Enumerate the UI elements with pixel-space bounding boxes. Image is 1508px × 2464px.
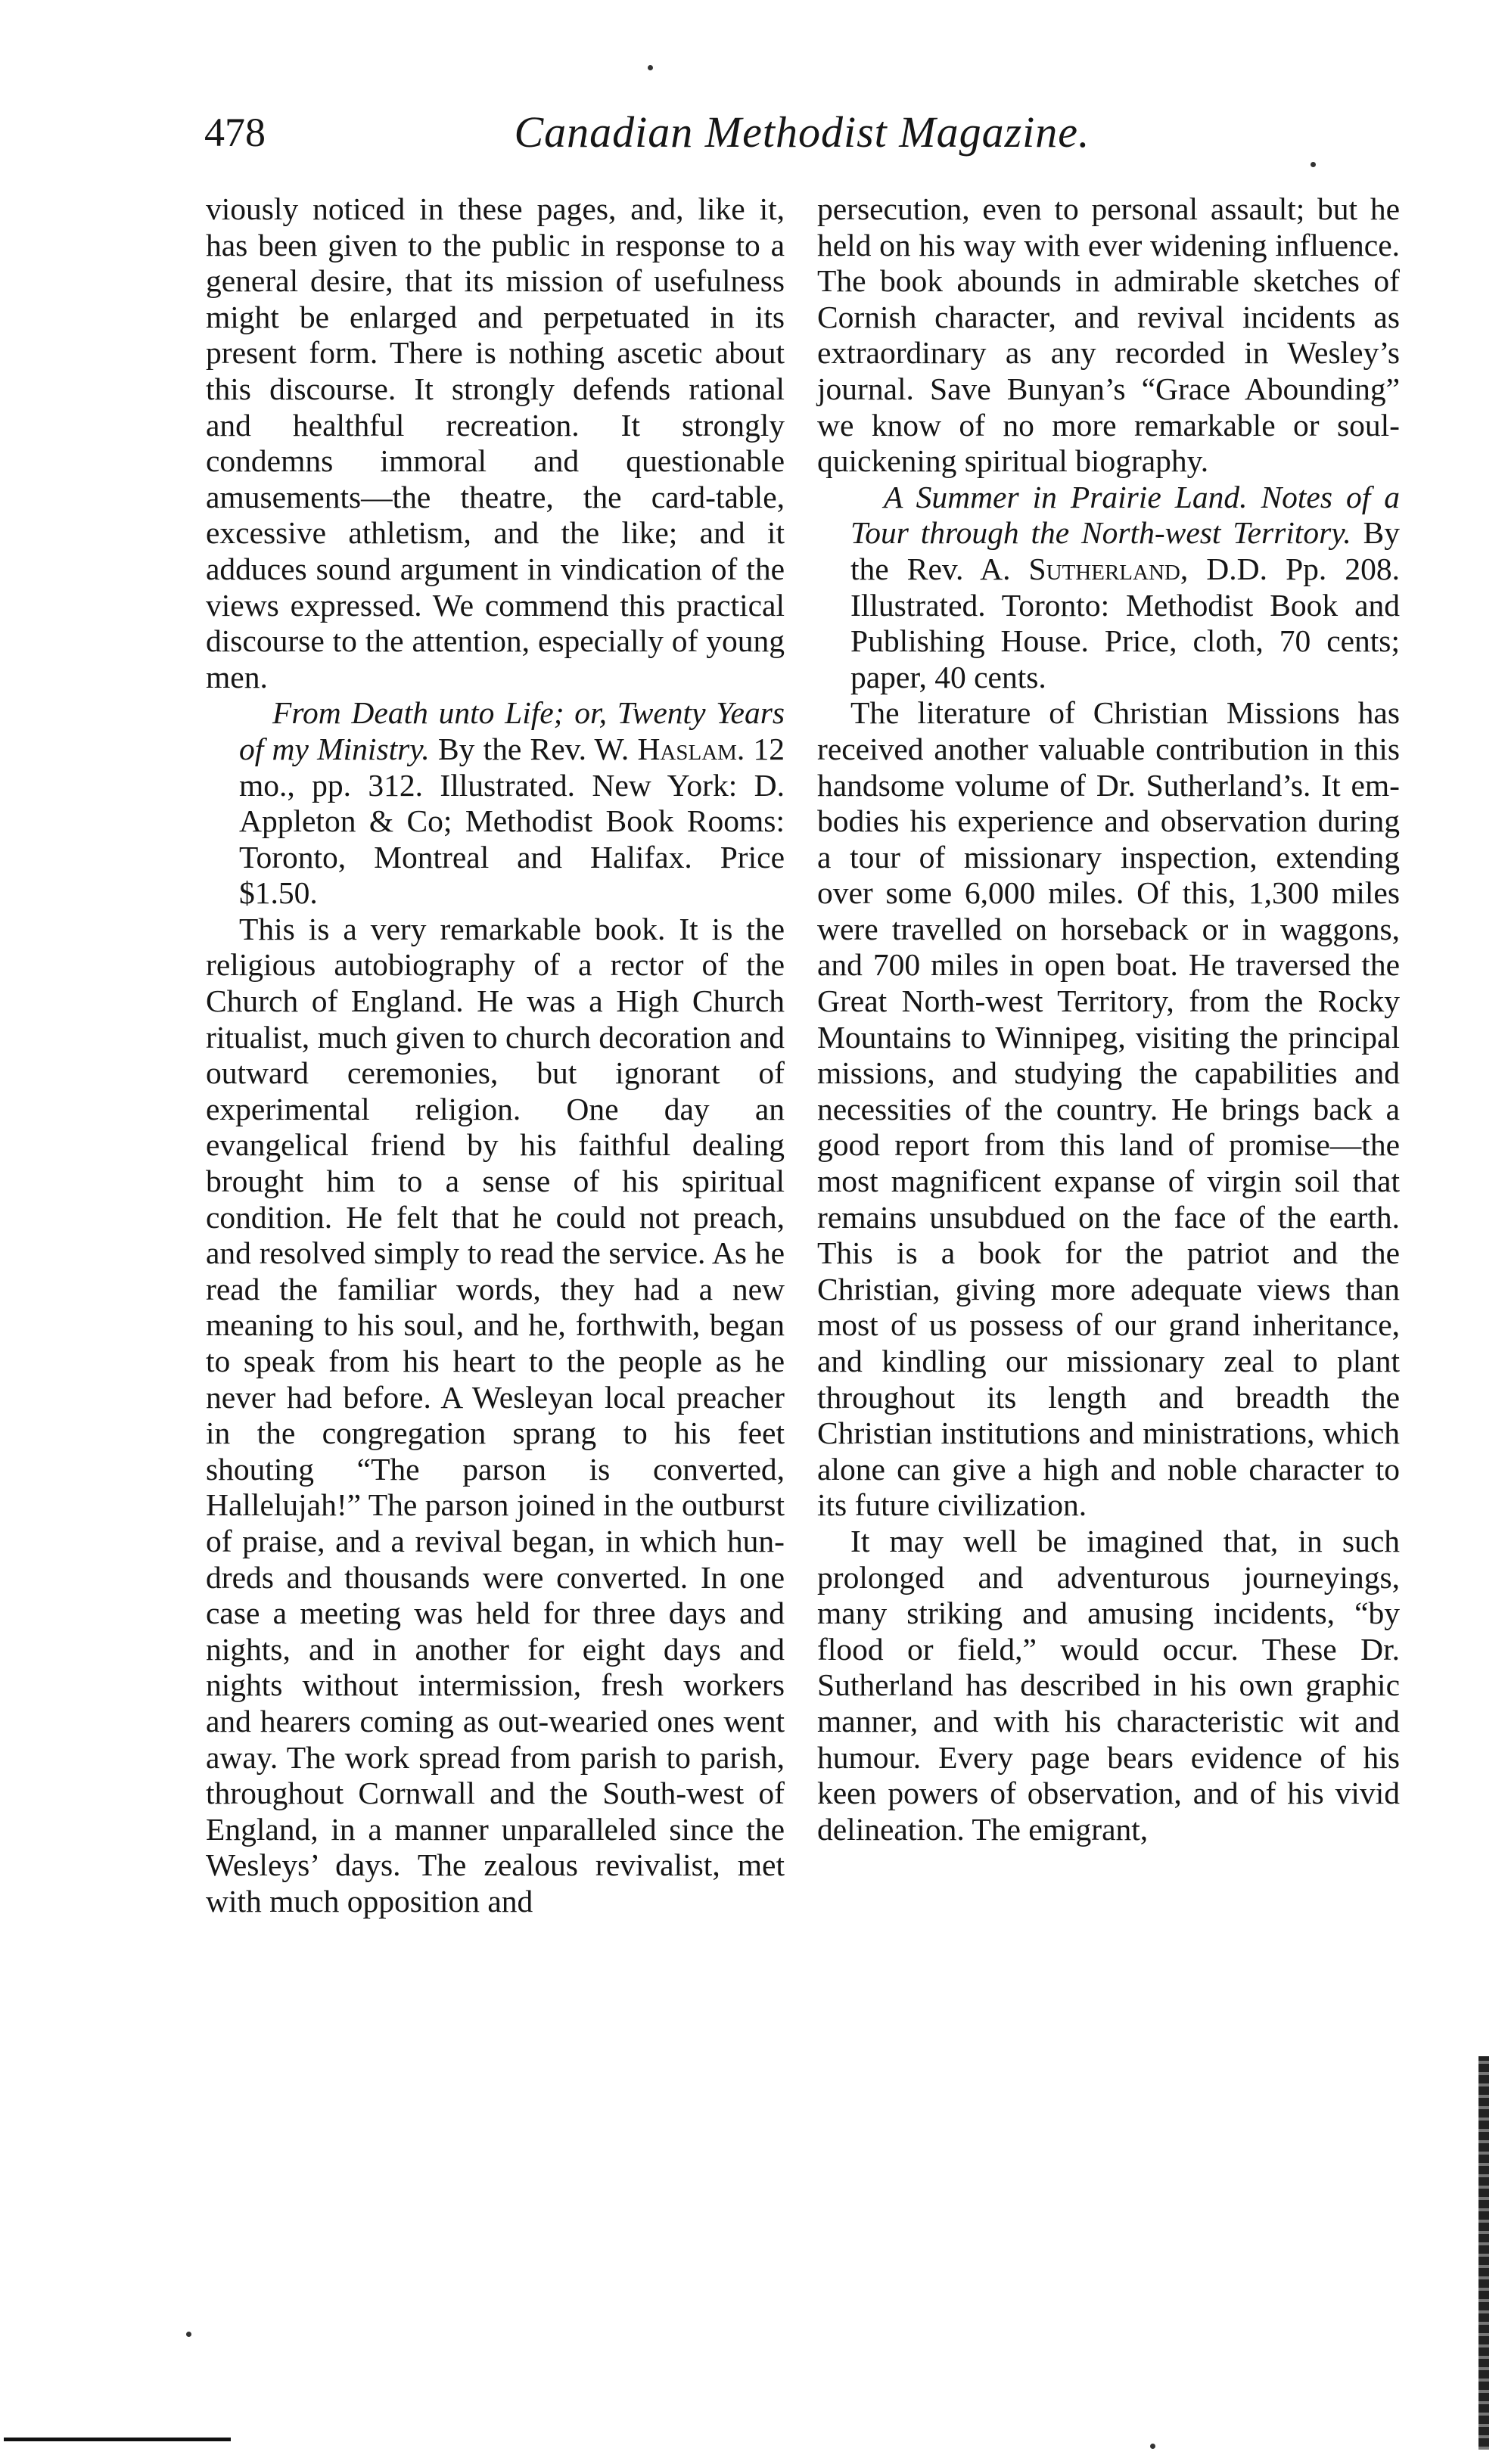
page-number: 478: [204, 110, 266, 155]
review-paragraph: The literature of Christian Missions has received another valuable contribution in this handsome volume of Dr. Sutherland’s. It embodies his experience and observation during a tour of missionary inspection, extending over some 6,000 miles. Of this, 1,300 miles were travelled on horseback or in waggons, and 700 miles in open boat. He traversed the Great North-west Territory, from the Rocky Mountains to Winnipeg, visiting the principal missions, and studying the capabilities and necessities of the country. He brings back a good report from this land of promise—the most magnificent expanse of virgin soil that remains unsubdued on the face of the earth. This is a book for the patriot and the Christian, giving more adequate views than most of us possess of our grand inheritance, and kindling our missionary zeal to plant throughout its length and breadth the Christian institutions and ministrations, which alone can give a high and noble character to its future civilization.: [817, 695, 1400, 1523]
book-details: D.D. Pp. 208. Illustrated. Toronto: Methodist Book and Publishing House. Price, cloth, 70 cents; paper, 40 cents.: [850, 551, 1400, 694]
review-paragraph: It may well be imagined that, in such prolonged and adventurous journeyings, many striking and amusing incidents, “by flood or field,” would occur. These Dr. Sutherland has described in his own graphic manner, and with his characteristic wit and humour. Every page bears evidence of his keen powers of observation, and of his vivid delineation. The emigrant,: [817, 1523, 1400, 1847]
right-column: [817, 191, 1400, 1847]
scan-edge-mark: [1478, 2056, 1489, 2450]
book-details: 12 mo., pp. 312. Illustrated. New York: D. Appleton & Co; Methodist Book Rooms: Toronto, Montreal and Halifax. Price $1.50.: [239, 731, 785, 911]
review-paragraph: This is a very remarkable book. It is the religious autobiography of a rector of the Church of England. He was a High Church ritualist, much given to church decoration and outward ceremonies, but ignorant of experimental religion. One day an evangelical friend by his faithful dealing brought him to a sense of his spiritual condition. He felt that he could not preach, and resolved simply to read the service. As he read the familiar words, they had a new meaning to his soul, and he, forthwith, began to speak from his heart to the people as he never had before. A Wesleyan local preacher in the congregation sprang to his feet shouting “The parson is converted, Hallelujah!” The parson joined in the outburst of praise, and a revival began, in which hundreds and thousands were converted. In one case a meeting was held for three days and nights, and in another for eight days and nights without intermission, fresh workers and hearers coming as out-wearied ones went away. The work spread from parish to parish, throughout Cornwall and the South-west of England, in a manner unparalleled since the Wesleys’ days. The zealous revivalist, met with much opposition and: [206, 911, 785, 1919]
book-entry-sutherland: [817, 480, 1400, 696]
bottom-rule: [4, 2438, 231, 2441]
book-entry-haslam: [206, 695, 785, 912]
book-title: A Summer in Prairie Land. Notes of a Tour through the North-west Territory.: [850, 479, 1400, 551]
print-speck: [648, 65, 653, 70]
print-speck: [1150, 2444, 1155, 2449]
book-author: Sutherland,: [1028, 551, 1189, 586]
continued-paragraph: viously noticed in these pages, and, like it, has been given to the public in response to a general desire, that its mission of usefulness might be enlarged and perpetuated in its present form. There is nothing ascetic about this discourse. It strongly defends rational and healthful recreation. It strongly condemns immoral and questionable amusements—the theatre, the card-table, excessive athletism, and the like; and it adduces sound argument in vindication of the views expressed. We commend this practical discourse to the attention, especially of young men.: [206, 191, 785, 694]
continued-paragraph: persecution, even to personal assault; but he held on his way with ever widening influence. The book abounds in admirable sketches of Cornish character, and revival incidents as extraordinary as any recorded in Wesley’s journal. Save Bunyan’s “Grace Abounding” we know of no more remarkable or soul-quickening spiritual biography.: [817, 191, 1400, 479]
left-column: [206, 191, 785, 1920]
print-speck: [1311, 162, 1316, 167]
page-header: [204, 106, 1400, 166]
book-title: From Death unto Life; or, Twenty Years of my Ministry.: [239, 695, 785, 766]
book-author: Haslam.: [637, 731, 745, 766]
running-title: Canadian Methodist Magazine.: [514, 107, 1090, 157]
book-by: By the Rev. A.: [850, 515, 1400, 586]
book-by: By the Rev. W.: [429, 731, 638, 766]
print-speck: [186, 2332, 191, 2337]
